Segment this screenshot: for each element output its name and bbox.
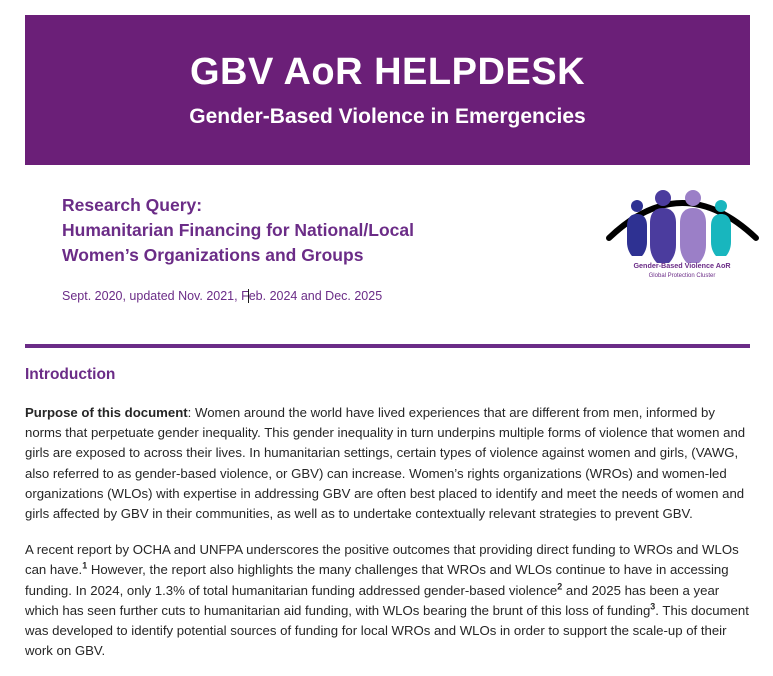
- banner-subtitle: Gender-Based Violence in Emergencies: [189, 105, 586, 129]
- paragraph-funding-part-3: and 2025 has been a year which has seen further cuts to humanitarian aid funding, with WLOs bearing the brunt of this loss of funding: [25, 582, 720, 618]
- logo-name-line-1: Gender-Based Violence AoR: [633, 261, 731, 270]
- section-divider: [25, 344, 750, 348]
- document-date-line[interactable]: [62, 289, 382, 303]
- section-heading-introduction: Introduction: [25, 366, 116, 383]
- gbv-aor-logo: [605, 176, 760, 281]
- page-title: [62, 193, 602, 268]
- document-date-after-caret: eb. 2024 and Dec. 2025: [248, 288, 383, 303]
- paragraph-funding: [25, 540, 750, 661]
- banner-title: GBV AoR HELPDESK: [189, 50, 586, 93]
- paragraph-funding-part-1: A recent report by OCHA and UNFPA underscores the positive outcomes that providing direct funding to WROs and WLOs can have.: [25, 542, 739, 578]
- header-banner: [25, 15, 750, 165]
- paragraph-purpose: [25, 403, 750, 524]
- paragraph-funding-part-4: . This document was developed to identify potential sources of funding for local WROs and WLOs in order to support the scale-up of their work on GBV.: [25, 602, 749, 659]
- document-title-block: [62, 193, 602, 305]
- document-date-before-caret: Sept. 2020, updated Nov. 2021, F: [62, 288, 249, 303]
- document-body: [25, 403, 750, 661]
- page-title-line-2: Humanitarian Financing for National/Local: [62, 219, 414, 240]
- logo-figure-1-icon: [627, 200, 647, 256]
- paragraph-funding-part-2: However, the report also highlights the many challenges that WROs and WLOs continue to have in accessing funding. In 2024, only 1.3% of total humanitarian funding addressed gender-based violence: [25, 562, 729, 598]
- logo-graphic: [605, 176, 760, 281]
- page-title-line-1: Research Query:: [62, 195, 203, 215]
- logo-name-line-2: Global Protection Cluster: [648, 273, 716, 279]
- page-title-line-3: Women’s Organizations and Groups: [62, 244, 364, 265]
- footnote-marker-1[interactable]: 1: [82, 560, 88, 571]
- footnote-marker-3[interactable]: 3: [650, 601, 656, 612]
- paragraph-lead-in: Purpose of this document: [25, 405, 188, 420]
- footnote-marker-2[interactable]: 2: [557, 581, 563, 592]
- paragraph-purpose-text: : Women around the world have lived experiences that are different from men, informed by norms that perpetuate gender inequality. This gender inequality in turn underpins multiple forms of violence that women and girls are exposed to across their lives. In humanitarian settings, certain types of violence against women and girls, (VAWG, also referred to as gender-based violence, or GBV) can increase. Women’s rights organizations (WROs) and women-led organizations (WLOs) with expertise in addressing GBV are often best placed to identify and meet the needs of women and girls affected by GBV in their communities, as well as to undertake contextually relevant strategies to prevent GBV.: [25, 405, 746, 521]
